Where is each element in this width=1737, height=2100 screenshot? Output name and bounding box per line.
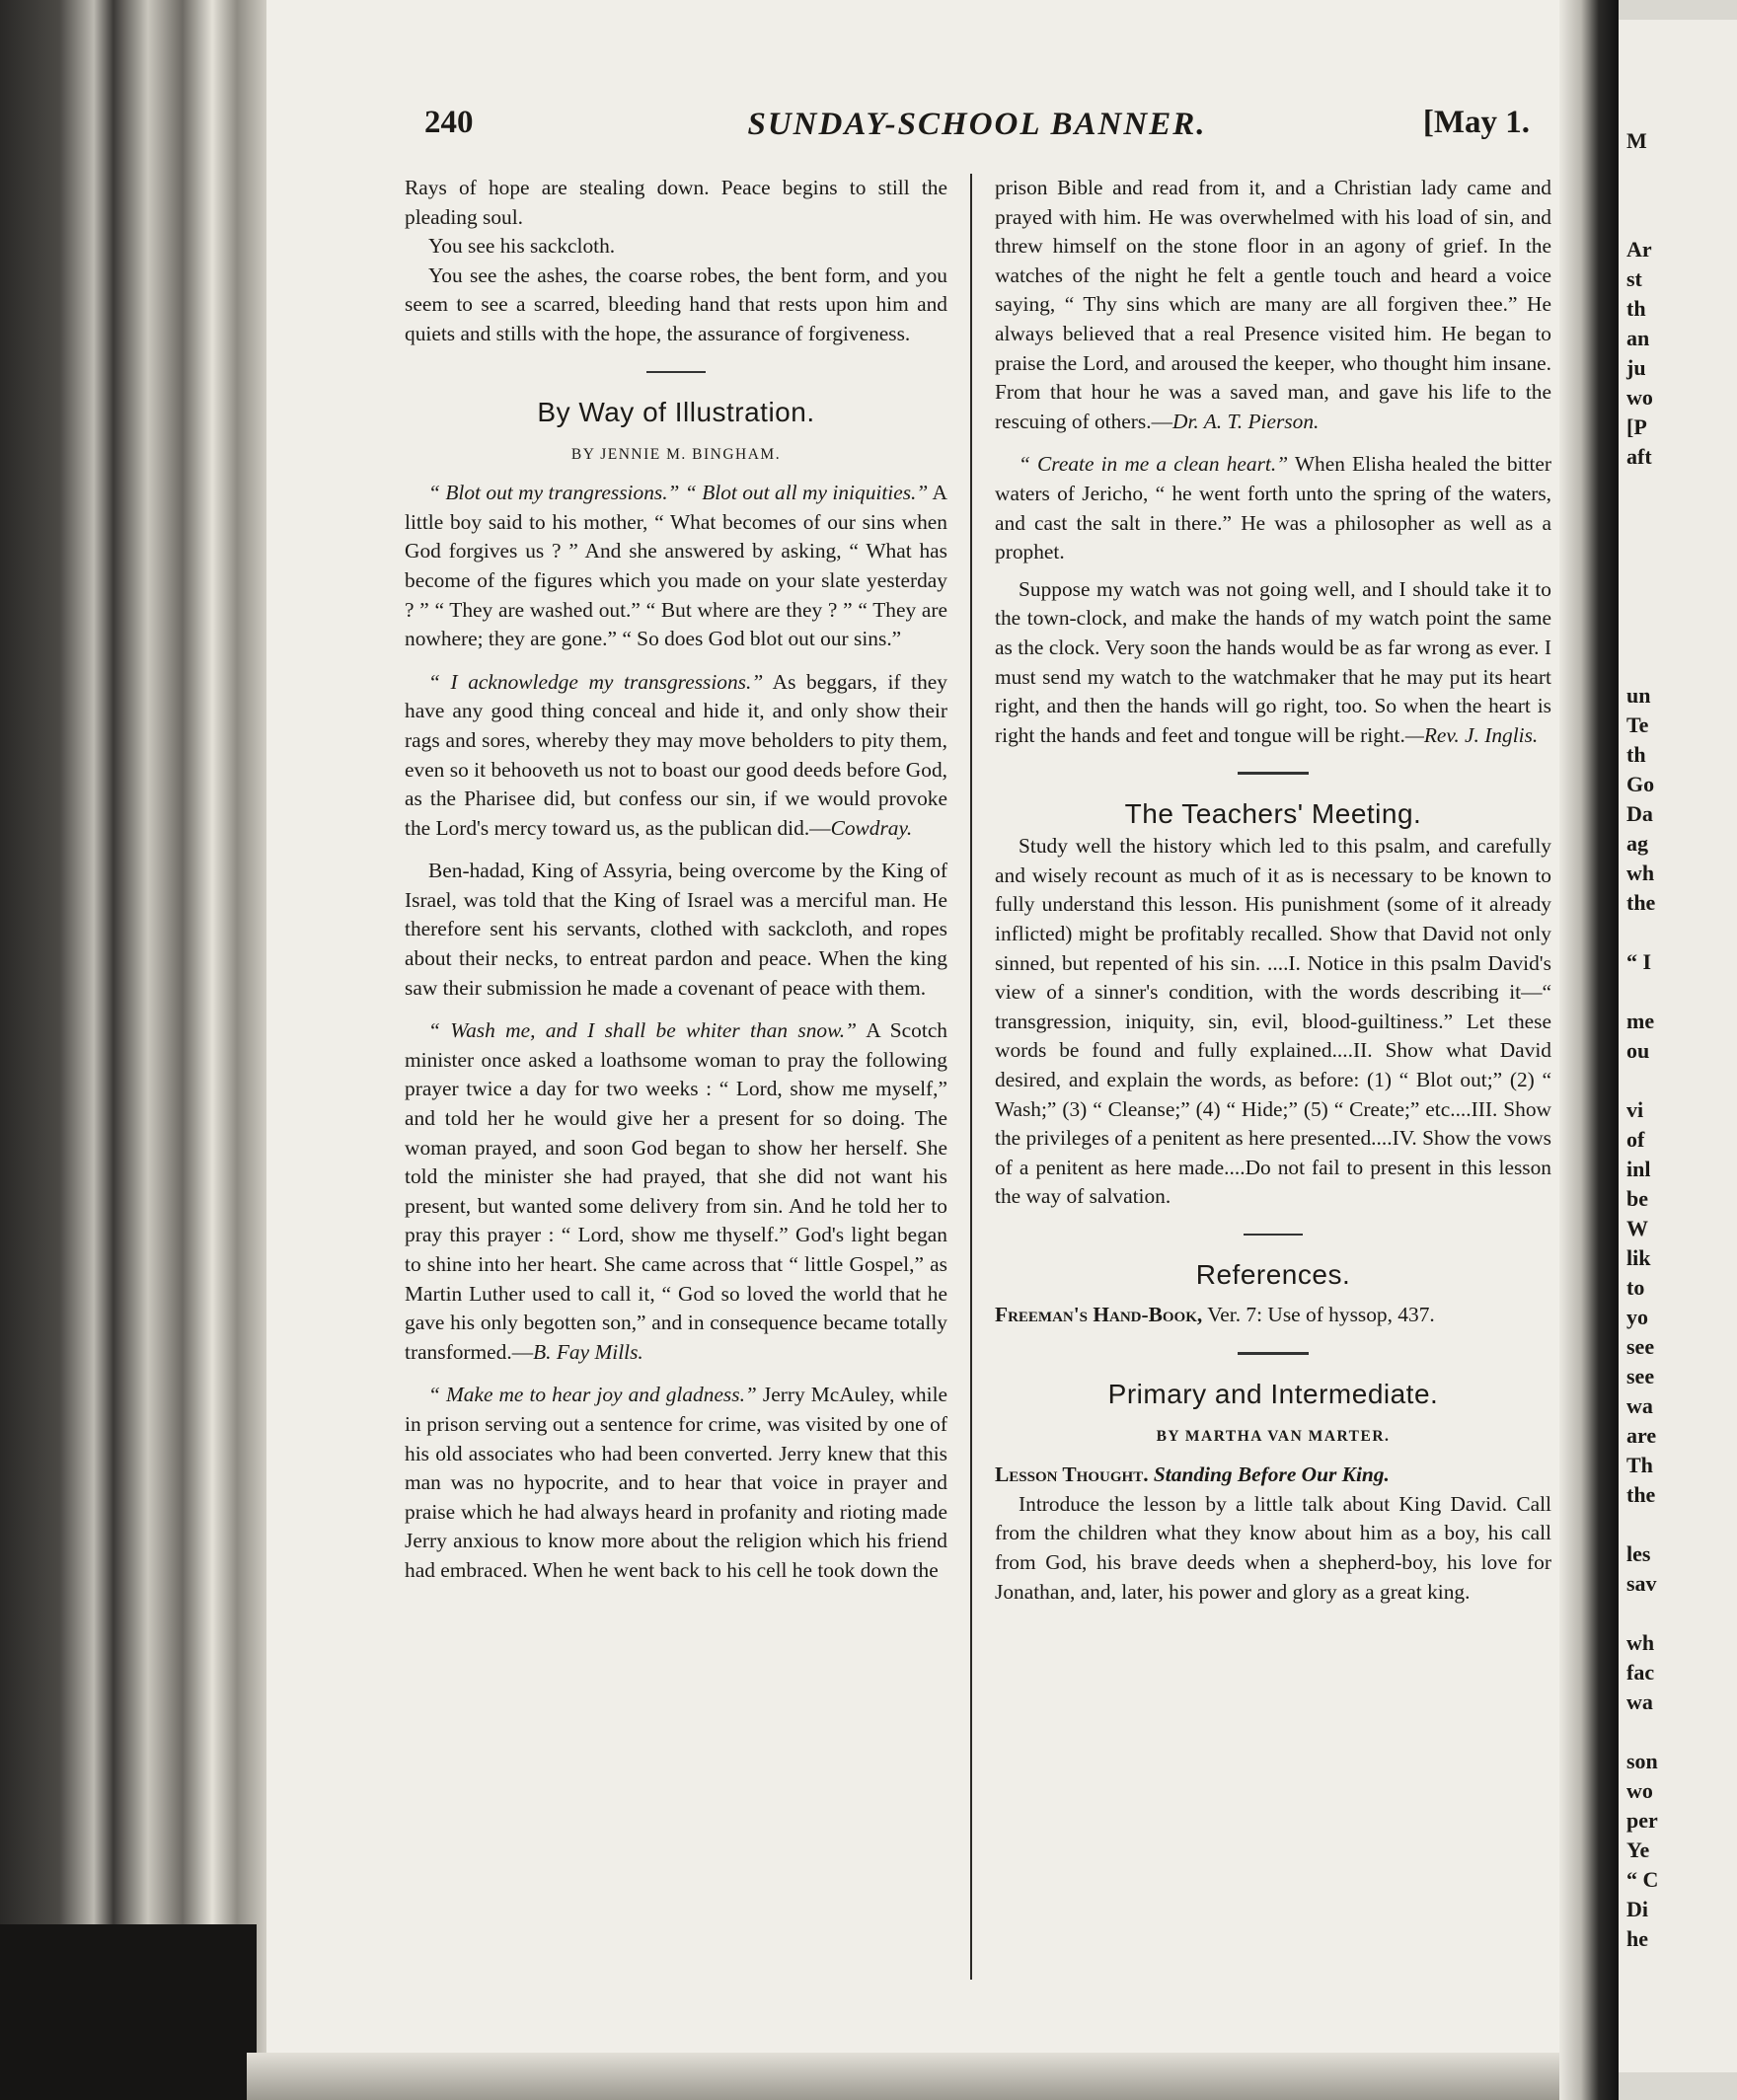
facing-page-fragment: [P	[1626, 414, 1647, 439]
section-divider	[1244, 1234, 1303, 1236]
facing-page-fragment: “ I	[1626, 949, 1652, 974]
paragraph: You see the ashes, the coarse robes, the bent form, and you seem to see a scarred, bleeding hand that rests upon him and quiets and stills with the hope, the assurance of forgiveness.	[405, 262, 947, 345]
left-column	[405, 174, 947, 1586]
section-title-illustration: By Way of Illustration.	[537, 396, 815, 427]
paragraph: “ Wash me, and I shall be whiter than snow.” A Scotch minister once asked a loathsome woman to pray the following prayer twice a day for two weeks : “ Lord, show me myself,” and told her he would give her a present for so doing. The woman prayed, and soon God began to show her herself. She told the minister she had prayed, that she did not want his present, but wanted some delivery from sin. And he told her to pray this prayer : “ Lord, show me thyself.” God's light began to shine into her heart. She came across that “ little Gospel,” as Martin Luther used to call it, “ God so loved the world that he gave his only begotten son,” and in consequence became totally transformed.—B. Fay Mills.	[405, 1018, 948, 1364]
facing-page-fragment: les	[1626, 1541, 1651, 1566]
page-number: 240	[424, 105, 474, 140]
paragraph: Introduce the lesson by a little talk about King David. Call from the children what they know about him as a boy, his call from God, his brave deeds when a shepherd-boy, his love for Jonathan, and, later, his power and glory as a great king.	[995, 1491, 1551, 1604]
attribution: B. Fay Mills.	[533, 1339, 643, 1364]
facing-page-fragment: wh	[1626, 861, 1655, 885]
facing-page-fragment: Da	[1626, 801, 1653, 826]
paragraph: “ I acknowledge my transgressions.” As beggars, if they have any good thing conceal and hide it, and only show their rags and sores, whereby they may move beholders to pity them, even so it behooveth us not to boast our good deeds before God, as the Pharisee did, but confess our sin, if we would provoke the Lord's mercy toward us, as the publican did.—Cowdray.	[405, 669, 947, 840]
paragraph: prison Bible and read from it, and a Christian lady came and prayed with him. He was overwhelmed with his load of sin, and threw himself on the stone floor in an agony of grief. In the watches of the night he felt a gentle touch and heard a voice saying, “ Thy sins which are many are all forgiven thee.” He always believed that a real Presence visited him. He began to praise the Lord, and aroused the keeper, who thought him insane. From that hour he was a saved man, and gave his life to the rescuing of others.—Dr. A. T. Pierson.	[995, 176, 1551, 433]
issue-date: [May 1.	[1422, 105, 1530, 140]
paragraph: Ben-hadad, King of Assyria, being overcome by the King of Israel, was told that the King of Israel was a merciful man. He therefore sent his servants, clothed with sackcloth, and ropes about their necks, to entreat pardon and peace. When the king saw their submission he made a covenant of peace with them.	[405, 859, 947, 1000]
paragraph: Suppose my watch was not going well, and I should take it to the town-clock, and make the hands of my watch point the same as the clock. Very soon the hands would be as far wrong as ever. I must send my watch to the watchmaker that he may put its heart right, and then the hands will go right, too. So when the heart is right the hands and feet and tongue will be right.—Rev. J. Inglis.	[995, 576, 1551, 747]
paragraph: “ Blot out my trangressions.” “ Blot out all my iniquities.” A little boy said to his mother, “ What becomes of our sins when God forgives us ? ” And she answered by asking, “ What has become of the figures which you made on your slate yesterday ? ” “ They are washed out.” “ But where are they ? ” “ They are nowhere; they are gone.” “ So does God blot out our sins.”	[405, 481, 947, 651]
facing-page-fragment: the	[1626, 1482, 1656, 1507]
right-column	[995, 174, 1551, 1607]
quotation: “ Make me to hear joy and gladness.”	[428, 1383, 757, 1407]
facing-page-fragment: be	[1626, 1186, 1648, 1211]
facing-page-fragment: see	[1626, 1334, 1655, 1359]
facing-page-fragment: wo	[1626, 1778, 1653, 1803]
section-divider	[1238, 1352, 1309, 1355]
facing-page-fragment: st	[1626, 266, 1642, 291]
facing-page-edge	[1619, 20, 1737, 2072]
facing-page-fragment: ag	[1626, 831, 1648, 856]
source-title: Freeman's Hand-Book,	[995, 1303, 1203, 1326]
column-rule	[970, 174, 972, 1980]
facing-page-fragment: inl	[1626, 1157, 1651, 1181]
facing-page-fragment: sav	[1626, 1571, 1657, 1596]
section-title-primary: Primary and Intermediate.	[1107, 1378, 1439, 1409]
section-divider	[646, 371, 706, 373]
paragraph: “ Make me to hear joy and gladness.” Jerry McAuley, while in prison serving out a sentence for crime, was visited by one of his old associates who had been converted. Jerry knew that this man was no hypocrite, and to hear that voice in prayer and praise which he had always heard in profanity and rioting made Jerry anxious to know more about the religion which his friend had embraced. When he went back to his cell he took down the	[405, 1383, 948, 1582]
running-head	[424, 105, 1530, 150]
paragraph	[995, 1461, 1551, 1490]
attribution: Dr. A. T. Pierson.	[1172, 409, 1320, 433]
quotation: “ Blot out my trangressions.” “ Blot out all my iniquities.”	[428, 481, 929, 505]
facing-page-fragment: he	[1626, 1926, 1648, 1951]
facing-page-fragment: Ar	[1626, 237, 1652, 262]
book-gutter	[1559, 0, 1619, 2100]
paragraph: “ Create in me a clean heart.” When Elisha healed the bitter waters of Jericho, “ he went forth unto the spring of the waters, and cast the salt in there.” He was a philosopher as well as a prophet.	[995, 452, 1552, 564]
paragraph: Freeman's Hand-Book, Ver. 7: Use of hyssop, 437.	[995, 1303, 1435, 1326]
paragraph: Study well the history which led to this psalm, and carefully and wisely recount as much of it as is necessary to be known to fully understand this lesson. His punishment (some of it already inflicted) might be profitably recalled. Show that David not only sinned, but repented of his sin. ....I. Notice in this psalm David's view of a sinner's condition, with the words describing it—“ transgression, iniquity, sin, evil, blood-guiltiness.” Let these words be found and fully explained....II. Show what David desired, and explain the words, as before: (1) “ Blot out;” (2) “ Wash;” (3) “ Cleanse;” (4) “ Hide;” (5) “ Create;” etc....III. Show the privileges of a penitent as here presented....IV. Show the vows of a penitent as here made....Do not fail to present in this lesson the way of salvation.	[995, 834, 1551, 1209]
section-title-teachers-meeting: The Teachers' Meeting.	[1124, 798, 1422, 830]
quotation: “ Wash me, and I shall be whiter than snow.”	[428, 1018, 858, 1043]
facing-page-fragment: see	[1626, 1364, 1655, 1388]
facing-page-fragment: me	[1626, 1009, 1655, 1033]
lesson-thought-label: Lesson Thought.	[995, 1462, 1149, 1487]
facing-page-fragment: yo	[1626, 1305, 1648, 1329]
facing-page-fragment: to	[1626, 1275, 1645, 1300]
facing-page-fragment: of	[1626, 1127, 1645, 1152]
facing-page-fragment: fac	[1626, 1660, 1655, 1685]
scan-bottom-edge	[247, 2053, 1569, 2100]
attribution: —Rev. J. Inglis.	[1404, 722, 1539, 747]
facing-page-fragment: W	[1626, 1216, 1648, 1240]
scan-left-shadow	[0, 1924, 257, 2100]
facing-page-fragment: lik	[1626, 1245, 1651, 1270]
facing-page-fragment: are	[1626, 1423, 1657, 1448]
facing-page-fragment: un	[1626, 683, 1651, 708]
facing-page-fragment: son	[1626, 1749, 1658, 1773]
journal-title: SUNDAY-SCHOOL BANNER.	[747, 107, 1207, 142]
facing-page-fragment: Th	[1626, 1453, 1653, 1477]
facing-page-fragment: ou	[1626, 1038, 1650, 1063]
facing-page-fragment: th	[1626, 296, 1646, 321]
facing-page-fragment: th	[1626, 742, 1646, 767]
facing-page-fragment: vi	[1626, 1097, 1644, 1122]
facing-page-fragment: “ C	[1626, 1867, 1659, 1892]
lesson-thought: Standing Before Our King.	[1153, 1462, 1390, 1487]
byline: BY MARTHA VAN MARTER.	[1156, 1427, 1391, 1445]
facing-page-fragment: aft	[1626, 444, 1652, 469]
quotation: “ Create in me a clean heart.”	[1019, 452, 1289, 477]
facing-page-fragment: Di	[1626, 1897, 1648, 1921]
facing-page-fragment: ju	[1626, 355, 1646, 380]
facing-page-fragment: the	[1626, 890, 1656, 915]
facing-page-fragment: Go	[1626, 772, 1655, 796]
facing-page-fragment: Te	[1626, 712, 1649, 737]
facing-page-fragment: wh	[1626, 1630, 1655, 1655]
section-title-references: References.	[1195, 1259, 1351, 1290]
scan-left-edge	[0, 0, 266, 2100]
byline: BY JENNIE M. BINGHAM.	[570, 445, 782, 463]
facing-page-fragment: M	[1626, 128, 1647, 153]
facing-page-fragment: per	[1626, 1808, 1658, 1833]
paragraph: You see his sackcloth.	[428, 234, 616, 259]
section-divider	[1238, 772, 1309, 775]
paragraph: Rays of hope are stealing down. Peace begins to still the pleading soul.	[405, 176, 947, 229]
facing-page-fragment: wa	[1626, 1689, 1653, 1714]
facing-page-fragment: an	[1626, 326, 1650, 350]
page	[266, 0, 1559, 2053]
facing-page-fragment: wa	[1626, 1393, 1653, 1418]
quotation: “ I acknowledge my transgressions.”	[428, 669, 764, 694]
facing-page-fragment: Ye	[1626, 1838, 1650, 1862]
attribution: Cowdray.	[830, 815, 913, 840]
facing-page-fragment: wo	[1626, 385, 1653, 410]
